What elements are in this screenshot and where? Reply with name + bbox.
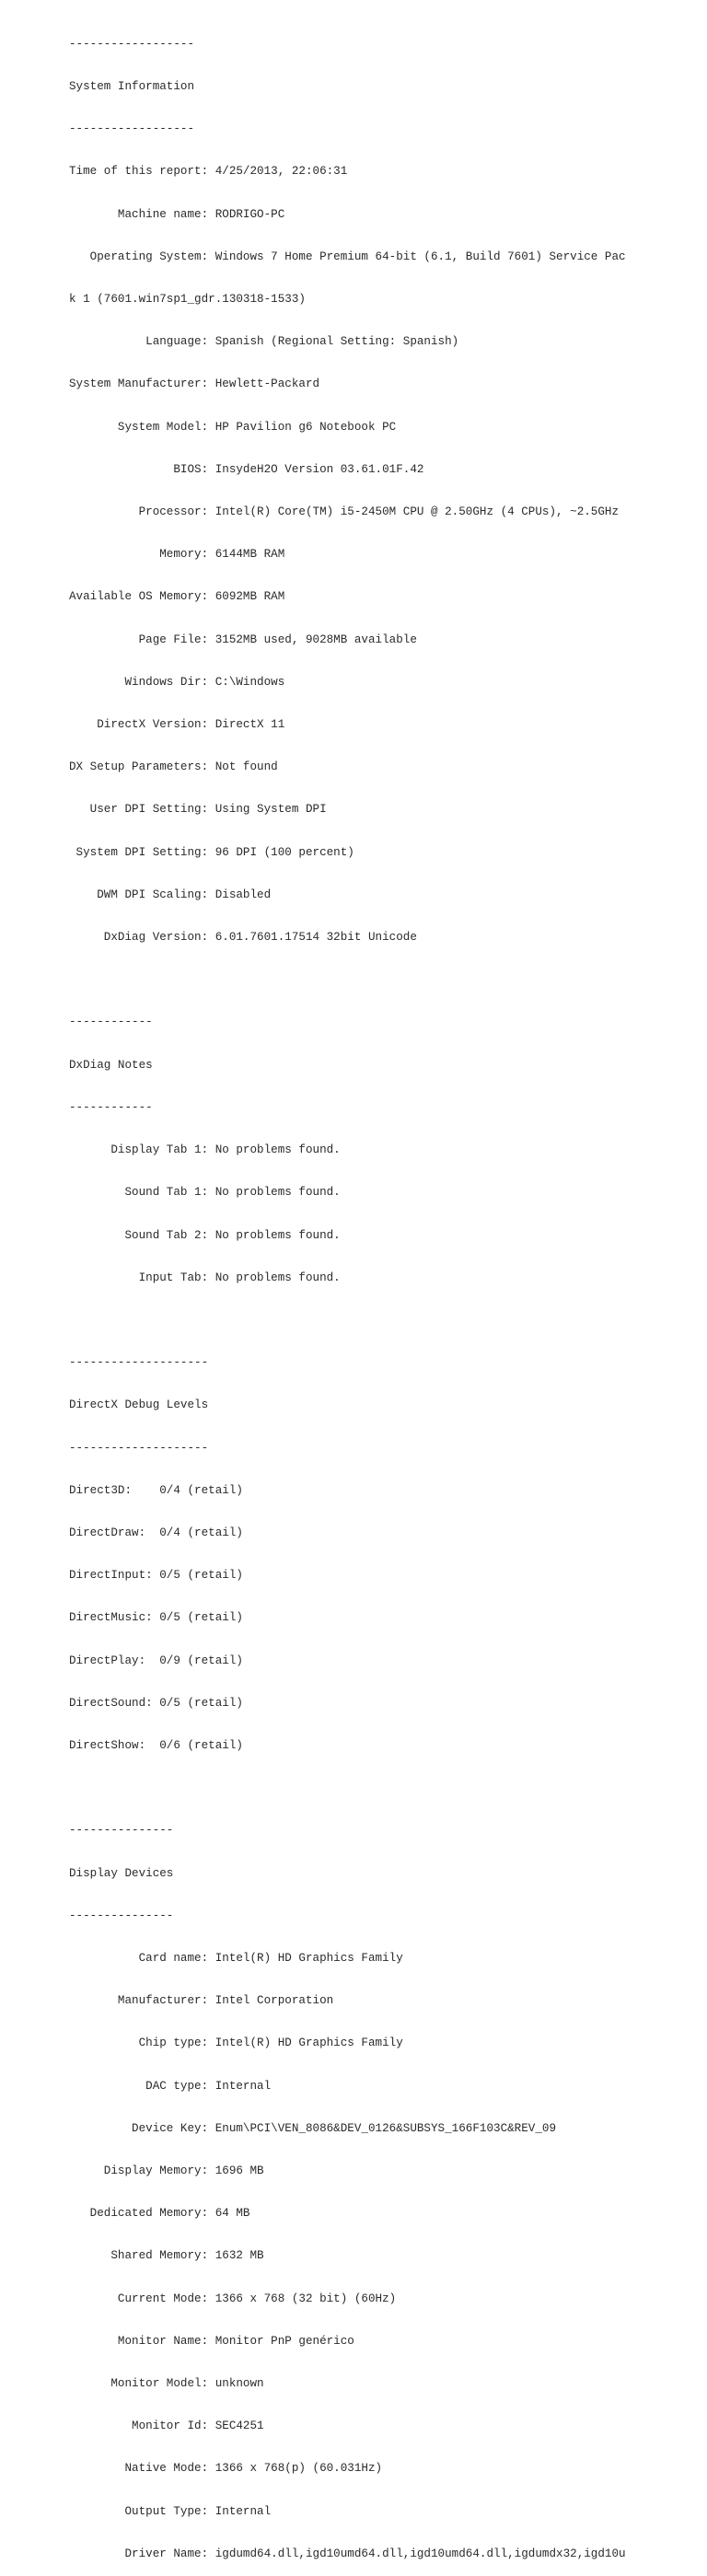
shared-memory-line: Shared Memory: 1632 MB xyxy=(69,2249,264,2263)
section-title-system-information: System Information xyxy=(69,80,195,94)
blank-line xyxy=(69,973,695,987)
dedicated-memory-line: Dedicated Memory: 64 MB xyxy=(69,2207,250,2221)
bios-line: BIOS: InsydeH2O Version 03.61.01F.42 xyxy=(69,462,424,476)
blank-line xyxy=(69,1781,695,1795)
display-memory-line: Display Memory: 1696 MB xyxy=(69,2164,264,2177)
system-model-line: System Model: HP Pavilion g6 Notebook PC xyxy=(69,420,397,434)
current-mode-line: Current Mode: 1366 x 768 (32 bit) (60Hz) xyxy=(69,2292,397,2305)
monitor-name-line: Monitor Name: Monitor PnP genérico xyxy=(69,2334,354,2348)
dxdiag-report xyxy=(69,9,695,2576)
manufacturer-line: Manufacturer: Intel Corporation xyxy=(69,1994,334,2008)
processor-line: Processor: Intel(R) Core(TM) i5-2450M CPU @ 2.50GHz (4 CPUs), ~2.5GHz xyxy=(69,505,620,519)
available-os-memory-line: Available OS Memory: 6092MB RAM xyxy=(69,590,285,604)
directinput-level-line: DirectInput: 0/5 (retail) xyxy=(69,1569,243,1583)
directsound-level-line: DirectSound: 0/5 (retail) xyxy=(69,1696,243,1710)
sound-tab-1-note: Sound Tab 1: No problems found. xyxy=(69,1186,341,1200)
dac-type-line: DAC type: Internal xyxy=(69,2079,272,2093)
device-key-line: Device Key: Enum\PCI\VEN_8086&DEV_0126&SUBSYS_166F103C&REV_09 xyxy=(69,2121,557,2135)
machine-name-line: Machine name: RODRIGO-PC xyxy=(69,207,285,221)
report-time-line: Time of this report: 4/25/2013, 22:06:31 xyxy=(69,165,348,179)
direct3d-level-line: Direct3D: 0/4 (retail) xyxy=(69,1483,243,1497)
divider-line: -------------------- xyxy=(69,1441,209,1455)
divider-line: --------------- xyxy=(69,1824,174,1838)
operating-system-line: Operating System: Windows 7 Home Premium 64-bit (6.1, Build 7601) Service Pac xyxy=(69,249,626,263)
directshow-level-line: DirectShow: 0/6 (retail) xyxy=(69,1738,243,1752)
system-manufacturer-line: System Manufacturer: Hewlett-Packard xyxy=(69,377,320,391)
card-name-line: Card name: Intel(R) HD Graphics Family xyxy=(69,1951,403,1965)
user-dpi-setting-line: User DPI Setting: Using System DPI xyxy=(69,803,327,817)
directplay-level-line: DirectPlay: 0/9 (retail) xyxy=(69,1654,243,1667)
page-file-line: Page File: 3152MB used, 9028MB available xyxy=(69,632,417,646)
divider-line: ------------ xyxy=(69,1100,153,1114)
dwm-dpi-scaling-line: DWM DPI Scaling: Disabled xyxy=(69,888,272,901)
directx-version-line: DirectX Version: DirectX 11 xyxy=(69,718,285,732)
output-type-line: Output Type: Internal xyxy=(69,2504,272,2518)
display-tab-1-note: Display Tab 1: No problems found. xyxy=(69,1143,341,1157)
memory-line: Memory: 6144MB RAM xyxy=(69,548,285,562)
divider-line: ------------------ xyxy=(69,37,195,51)
divider-line: ------------------ xyxy=(69,122,195,136)
chip-type-line: Chip type: Intel(R) HD Graphics Family xyxy=(69,2036,403,2050)
input-tab-note: Input Tab: No problems found. xyxy=(69,1271,341,1284)
windows-dir-line: Windows Dir: C:\Windows xyxy=(69,675,285,689)
dxdiag-version-line: DxDiag Version: 6.01.7601.17514 32bit Unicode xyxy=(69,931,417,945)
language-line: Language: Spanish (Regional Setting: Spanish) xyxy=(69,335,459,349)
directdraw-level-line: DirectDraw: 0/4 (retail) xyxy=(69,1526,243,1539)
operating-system-line-continued: k 1 (7601.win7sp1_gdr.130318-1533) xyxy=(69,293,306,307)
monitor-model-line: Monitor Model: unknown xyxy=(69,2376,264,2390)
divider-line: ------------ xyxy=(69,1015,153,1029)
divider-line: -------------------- xyxy=(69,1356,209,1370)
native-mode-line: Native Mode: 1366 x 768(p) (60.031Hz) xyxy=(69,2462,383,2476)
directmusic-level-line: DirectMusic: 0/5 (retail) xyxy=(69,1611,243,1625)
section-title-display-devices: Display Devices xyxy=(69,1866,174,1880)
monitor-id-line: Monitor Id: SEC4251 xyxy=(69,2419,264,2433)
section-title-dxdiag-notes: DxDiag Notes xyxy=(69,1058,153,1072)
blank-line xyxy=(69,1314,695,1328)
dx-setup-parameters-line: DX Setup Parameters: Not found xyxy=(69,760,278,774)
section-title-directx-debug-levels: DirectX Debug Levels xyxy=(69,1398,209,1412)
divider-line: --------------- xyxy=(69,1909,174,1922)
driver-name-line: Driver Name: igdumd64.dll,igd10umd64.dll,igd10umd64.dll,igdumdx32,igd10u xyxy=(69,2547,626,2560)
sound-tab-2-note: Sound Tab 2: No problems found. xyxy=(69,1228,341,1242)
system-dpi-setting-line: System DPI Setting: 96 DPI (100 percent) xyxy=(69,845,354,859)
